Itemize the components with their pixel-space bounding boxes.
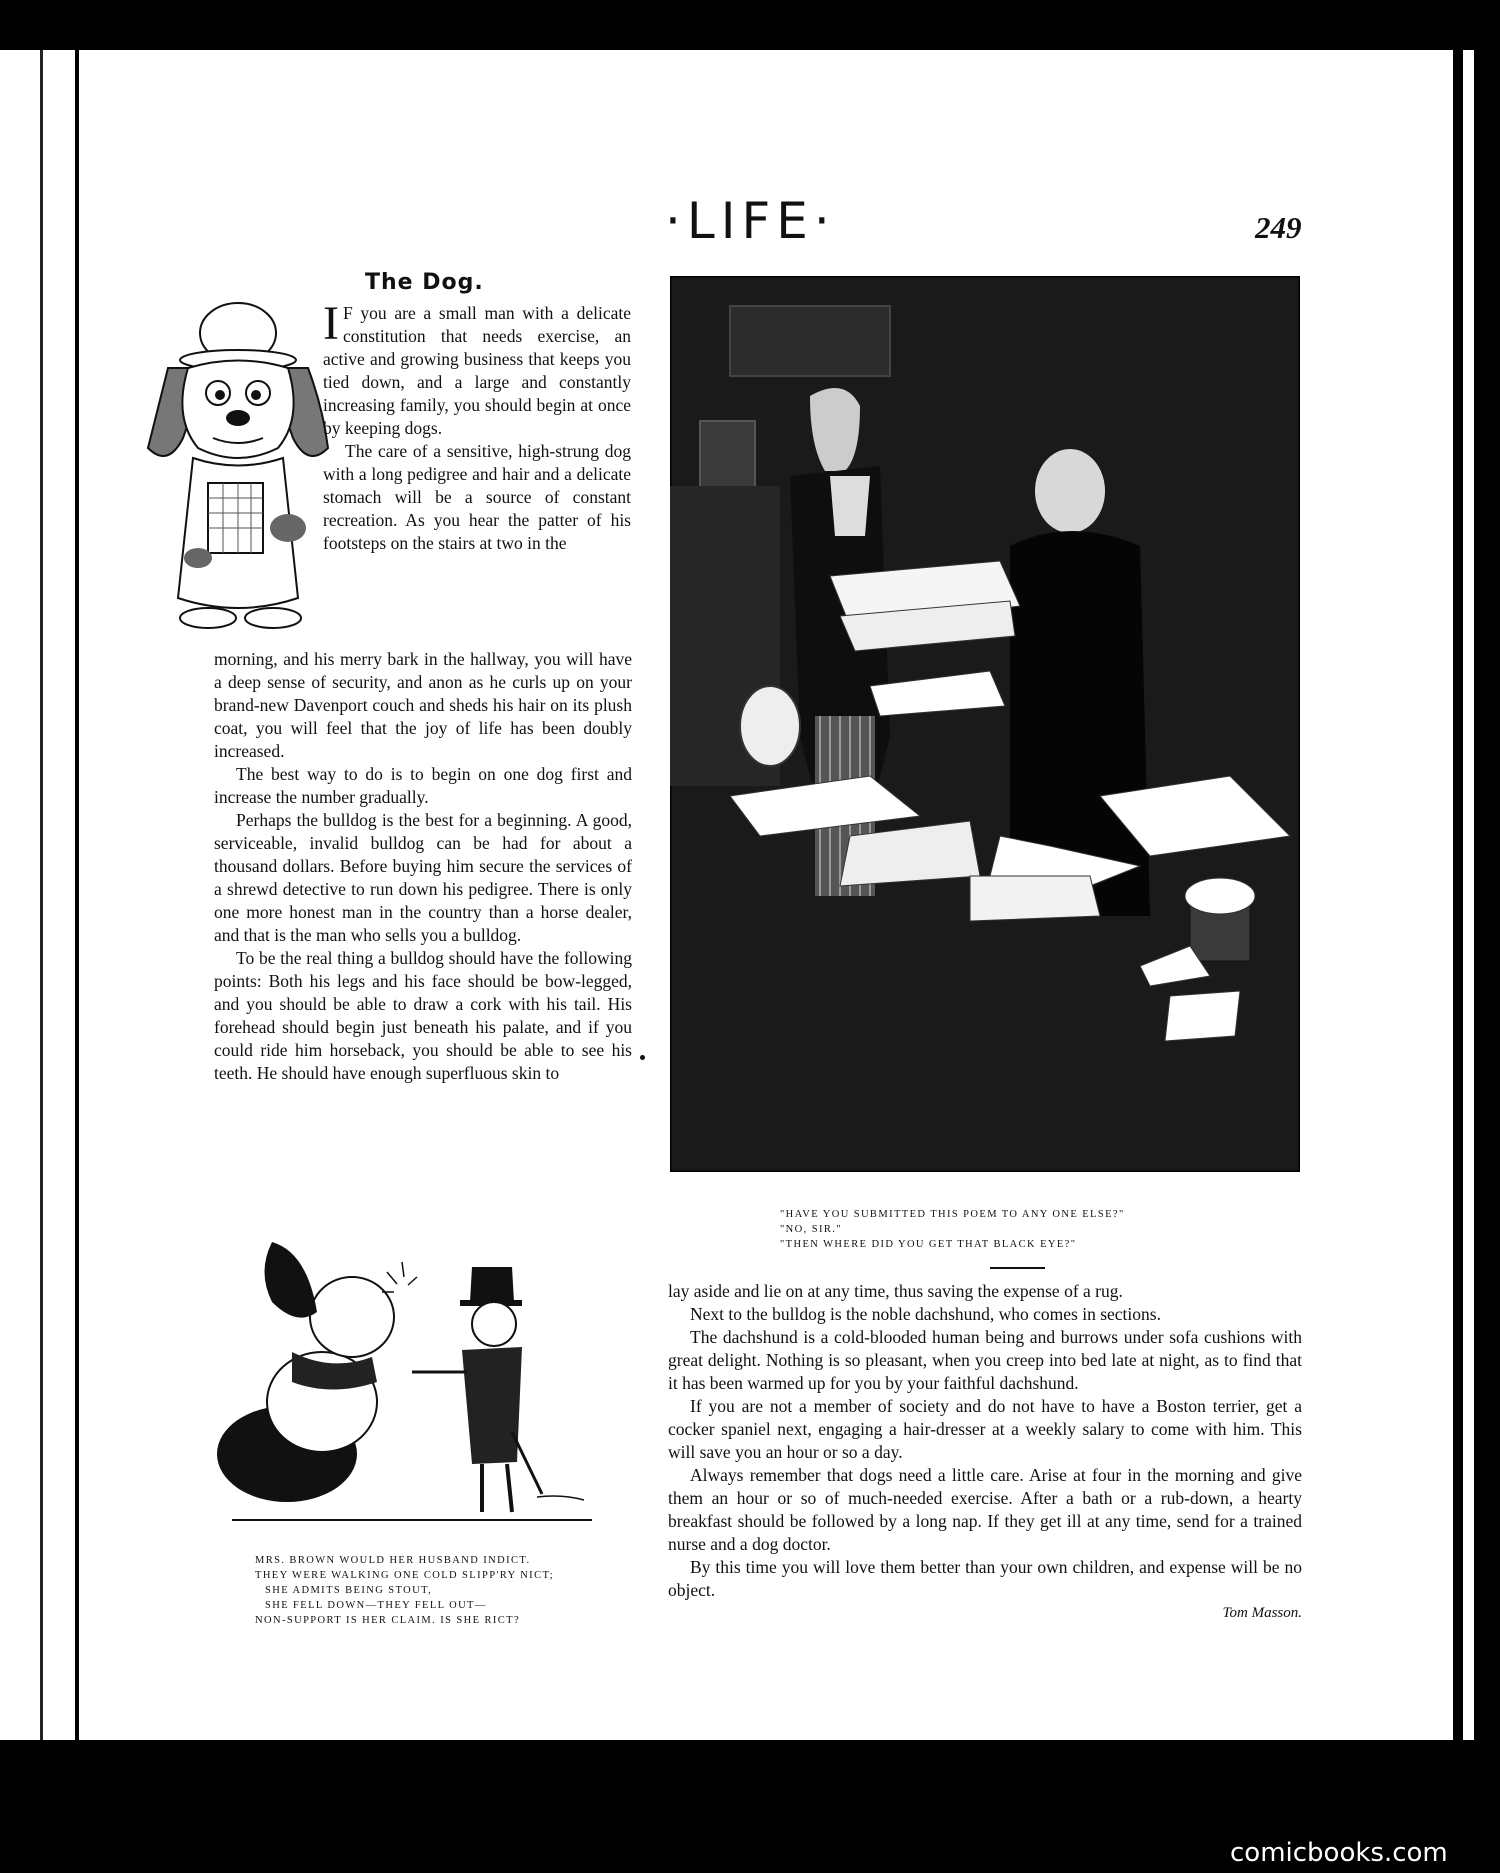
verse-line: SHE FELL DOWN—THEY FELL OUT— — [265, 1600, 487, 1611]
masthead: ·LIFE· — [665, 192, 836, 250]
caption-line: "NO, SIR." — [780, 1224, 842, 1235]
paragraph: The dachshund is a cold-blooded human being and burrows under sofa cushions with great delight. Nothing is so pleasant, when you creep into bed late at night, as to find that it has been warmed up for you by your faithful dachshund. — [668, 1327, 1302, 1393]
paragraph: Always remember that dogs need a little care. Arise at four in the morning and give them an hour or so of much-needed exercise. After a bath or a rub-down, a hearty breakfast should be followed by a long nap. If they get ill at any time, send for a trained nurse and a dog doctor. — [668, 1465, 1302, 1554]
fallen-woman-cartoon-illustration — [212, 1232, 612, 1526]
article-title: The Dog. — [365, 270, 484, 295]
paragraph: lay aside and lie on at any time, thus saving the expense of a rug. — [668, 1281, 1123, 1301]
bulldog-in-bowler-hat-illustration — [138, 298, 338, 642]
article-lede — [323, 297, 631, 555]
editor-office-illustration — [670, 276, 1300, 1172]
cartoon-verse-caption — [255, 1553, 585, 1628]
page-number: 249 — [1255, 210, 1302, 245]
verse-line: NON-SUPPORT IS HER CLAIM. IS SHE RICT? — [255, 1615, 521, 1626]
byline-row — [668, 1602, 1302, 1625]
page-border — [1453, 50, 1463, 1740]
paragraph: Next to the bulldog is the noble dachshund, who comes in sections. — [690, 1304, 1161, 1324]
article-column-right — [668, 1280, 1302, 1625]
lede-paragraph-2: The care of a sensitive, high-strung dog with a long pedigree and hair and a delicate stomach will be a source of constant recreation. As you hear the patter of his footsteps on the stairs at two in the — [323, 441, 631, 553]
page-edge-line — [40, 50, 43, 1740]
caption-line: "THEN WHERE DID YOU GET THAT BLACK EYE?" — [780, 1239, 1077, 1250]
illustration-caption — [780, 1207, 1240, 1252]
paragraph: If you are not a member of society and do not have to have a Boston terrier, get a cocker spaniel next, engaging a hair-dresser at a weekly salary to come with him. This will save you an hour or so a day. — [668, 1396, 1302, 1462]
paragraph: morning, and his merry bark in the hallway, you will have a deep sense of security, and anon as he curls up on your brand-new Davenport couch and sheds his hair on its plush coat, you will feel that the joy of life has been doubly increased. — [214, 649, 632, 761]
watermark: comicbooks.com — [1230, 1838, 1448, 1868]
lede-paragraph-1: I F you are a small man with a delicate constitution that needs exercise, an active and growing business that keeps you tied down, and a large and constantly increasing family, you should begin at once by keeping dogs. — [323, 297, 631, 438]
drop-cap: I — [323, 297, 339, 350]
stray-dot — [640, 1055, 645, 1060]
verse-line: THEY WERE WALKING ONE COLD SLIPP'RY NICT; — [255, 1570, 555, 1581]
closing-paragraph: By this time you will love them better than your own children, and expense will be no object. — [668, 1557, 1302, 1600]
paragraph: Perhaps the bulldog is the best for a beginning. A good, serviceable, invalid bulldog can be had for about a thousand dollars. Before buying him secure the services of a shrewd detective to run down his pedigree. There is only one more honest man in the country than a horse dealer, and that is the man who sells you a bulldog. — [214, 810, 632, 945]
article-column-left — [214, 648, 632, 1085]
verse-line: MRS. BROWN WOULD HER HUSBAND INDICT. — [255, 1555, 531, 1566]
paragraph: The best way to do is to begin on one dog first and increase the number gradually. — [214, 764, 632, 807]
author-signature: Tom Masson. — [1222, 1605, 1302, 1621]
paragraph: To be the real thing a bulldog should have the following points: Both his legs and his face should be bow-legged, and you should be able to draw a cork with his tail. His forehead should begin just beneath his palate, and if you could ride him horseback, you should be able to see his teeth. He should have enough superfluous skin to — [214, 948, 632, 1083]
verse-line: SHE ADMITS BEING STOUT, — [265, 1585, 433, 1596]
caption-divider — [990, 1267, 1045, 1269]
caption-line: "HAVE YOU SUBMITTED THIS POEM TO ANY ONE ELSE?" — [780, 1209, 1125, 1220]
